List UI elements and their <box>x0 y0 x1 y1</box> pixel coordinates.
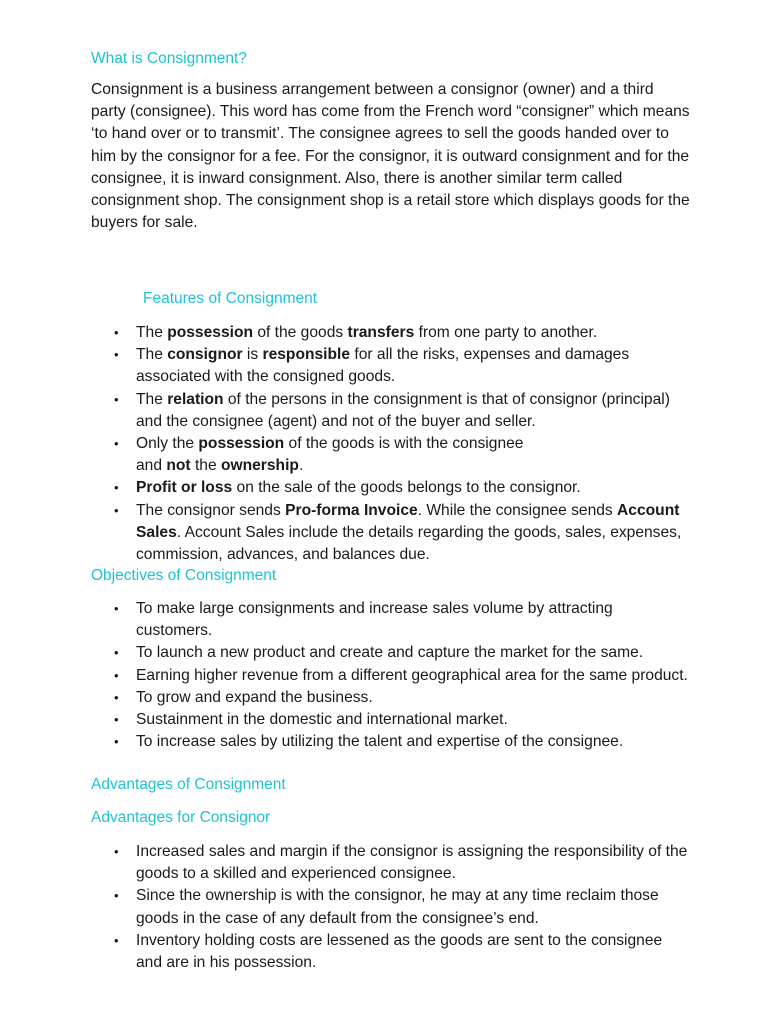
list-item: • To grow and expand the business. <box>91 687 691 709</box>
list-item: • Increased sales and margin if the consignor is assigning the responsibility of the goods to a skilled and experienced consignee. <box>91 841 691 885</box>
list-item: • The relation of the persons in the consignment is that of consignor (principal) and the consignee (agent) and not of the buyer and seller. <box>91 389 691 433</box>
list-item: • To launch a new product and create and capture the market for the same. <box>91 642 691 664</box>
features-heading: Features of Consignment <box>143 290 318 307</box>
list-item: • Profit or loss on the sale of the goods belongs to the consignor. <box>91 477 691 499</box>
advantages-list <box>91 841 691 974</box>
objectives-heading: Objectives of Consignment <box>91 567 277 584</box>
list-item: • The possession of the goods transfers from one party to another. <box>91 322 691 344</box>
advantages-heading: Advantages of Consignment <box>91 776 286 793</box>
list-item: • Sustainment in the domestic and international market. <box>91 709 691 731</box>
list-item: • The consignor is responsible for all the risks, expenses and damages associated with the consigned goods. <box>91 344 691 388</box>
list-item: • Inventory holding costs are lessened as the goods are sent to the consignee and are in his possession. <box>91 930 691 974</box>
what-is-consignment-heading: What is Consignment? <box>91 50 247 67</box>
list-item: • Earning higher revenue from a different geographical area for the same product. <box>91 665 691 687</box>
objectives-list <box>91 598 691 753</box>
list-item: • Since the ownership is with the consignor, he may at any time reclaim those goods in the case of any default from the consignee’s end. <box>91 885 691 929</box>
list-item: • To increase sales by utilizing the talent and expertise of the consignee. <box>91 731 691 753</box>
features-list <box>91 322 691 566</box>
list-item: • The consignor sends Pro-forma Invoice. While the consignee sends Account Sales. Account Sales include the details regarding the goods, sales, expenses, commission, advances, and balances due. <box>91 500 691 567</box>
what-is-consignment-paragraph: Consignment is a business arrangement between a consignor (owner) and a third party (consignee). This word has come from the French word “consigner” which means ‘to hand over or to transmit’. The consignee agrees to sell the goods handed over to him by the consignor for a fee. For the consignor, it is outward consignment and for the consignee, it is inward consignment. Also, there is another similar term called consignment shop. The consignment shop is a retail store which displays goods for the buyers for sale. <box>91 81 690 232</box>
advantages-consignor-subheading: Advantages for Consignor <box>91 809 271 826</box>
list-item: • To make large consignments and increase sales volume by attracting customers. <box>91 598 691 642</box>
list-item: • Only the possession of the goods is with the consignee and not the ownership. <box>91 433 691 477</box>
